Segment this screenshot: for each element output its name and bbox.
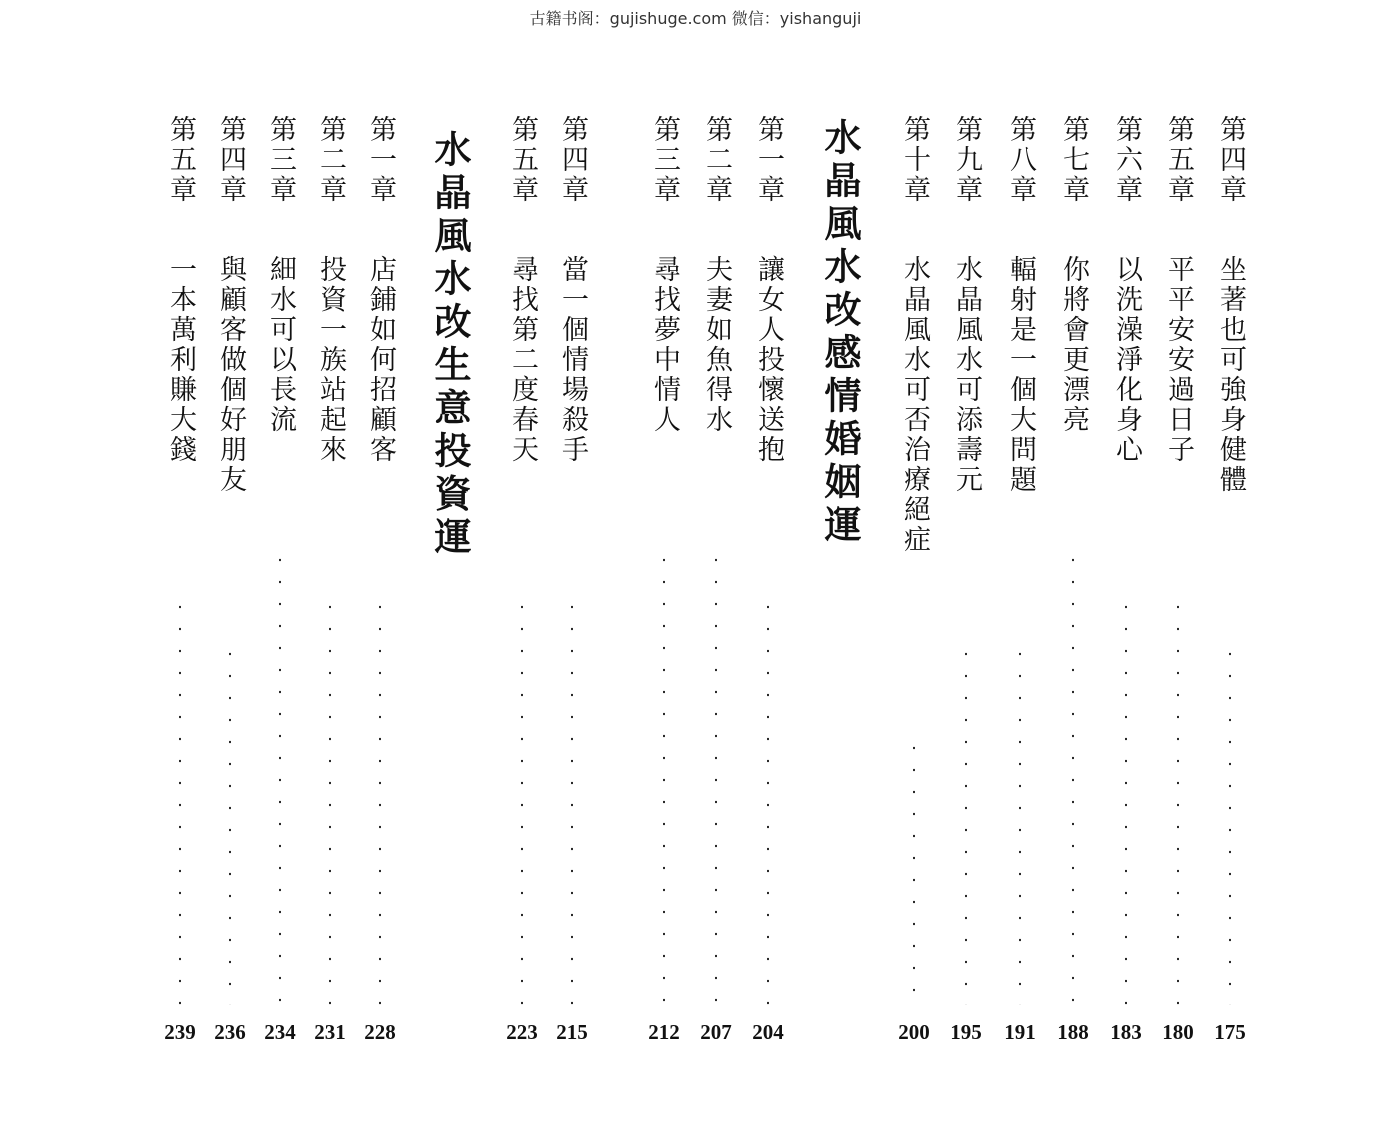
toc-entry[interactable]: [746, 115, 790, 1020]
chapter-title: 夫妻如魚得水: [701, 255, 732, 435]
chapter-title: 投資一族站起來: [315, 255, 346, 465]
toc-entry[interactable]: [500, 115, 544, 1020]
page-number: 215: [556, 1020, 588, 1044]
chapter-title: 尋找夢中情人: [649, 255, 680, 435]
section-heading: 水晶風水改感情婚姻運: [818, 118, 862, 548]
chapter-title: 當一個情場殺手: [557, 255, 588, 465]
dot-leader: [329, 596, 331, 1005]
chapter-number: 第四章: [557, 115, 588, 205]
chapter-number: 第十章: [899, 115, 930, 205]
chapter-number: 第九章: [951, 115, 982, 205]
chapter-title: 輻射是一個大問題: [1005, 255, 1036, 495]
dot-leader: [913, 737, 915, 1005]
chapter-title: 以洗澡淨化身心: [1111, 255, 1142, 465]
chapter-number: 第一章: [365, 115, 396, 205]
chapter-number: 第八章: [1005, 115, 1036, 205]
toc-entry[interactable]: [694, 115, 738, 1020]
watermark: 古籍书阁：gujishuge.com 微信：yishanguji: [529, 9, 862, 28]
toc-entry[interactable]: [1208, 115, 1252, 1020]
dot-leader: [965, 643, 967, 1005]
chapter-number: 第三章: [265, 115, 296, 205]
toc-entry[interactable]: [550, 115, 594, 1020]
toc-entry[interactable]: [998, 115, 1042, 1020]
dot-leader: [1019, 643, 1021, 1005]
toc-entry[interactable]: [1104, 115, 1148, 1020]
page-number: 231: [314, 1020, 346, 1044]
chapter-number: 第三章: [649, 115, 680, 205]
page-number: 183: [1110, 1020, 1142, 1044]
chapter-title: 坐著也可強身健體: [1215, 255, 1246, 495]
page-number: 175: [1214, 1020, 1246, 1044]
chapter-title: 平平安安過日子: [1163, 255, 1194, 465]
chapter-number: 第五章: [165, 115, 196, 205]
toc-entry[interactable]: [642, 115, 686, 1020]
chapter-number: 第四章: [215, 115, 246, 205]
section-heading: 水晶風水改生意投資運: [428, 130, 472, 560]
page-number: 234: [264, 1020, 296, 1044]
toc-entry[interactable]: [358, 115, 402, 1020]
toc-entry[interactable]: [208, 115, 252, 1020]
page-number: 207: [700, 1020, 732, 1044]
chapter-title: 一本萬利賺大錢: [165, 255, 196, 465]
chapter-number: 第四章: [1215, 115, 1246, 205]
page-number: 239: [164, 1020, 196, 1044]
dot-leader: [767, 596, 769, 1005]
page-number: 204: [752, 1020, 784, 1044]
page-number: 195: [950, 1020, 982, 1044]
toc-entry[interactable]: [258, 115, 302, 1020]
dot-leader: [663, 549, 665, 1005]
chapter-title: 水晶風水可否治療絕症: [899, 255, 930, 555]
toc-entry[interactable]: [1051, 115, 1095, 1020]
dot-leader: [715, 549, 717, 1005]
toc-entry[interactable]: [308, 115, 352, 1020]
dot-leader: [571, 596, 573, 1005]
chapter-number: 第二章: [315, 115, 346, 205]
page-number: 180: [1162, 1020, 1194, 1044]
toc-entry[interactable]: [944, 115, 988, 1020]
dot-leader: [279, 549, 281, 1005]
page-number: 236: [214, 1020, 246, 1044]
chapter-title: 尋找第二度春天: [507, 255, 538, 465]
chapter-title: 讓女人投懷送抱: [753, 255, 784, 465]
dot-leader: [179, 596, 181, 1005]
dot-leader: [379, 596, 381, 1005]
page-number: 188: [1057, 1020, 1089, 1044]
chapter-number: 第五章: [1163, 115, 1194, 205]
dot-leader: [521, 596, 523, 1005]
page-number: 191: [1004, 1020, 1036, 1044]
chapter-number: 第七章: [1058, 115, 1089, 205]
page-number: 200: [898, 1020, 930, 1044]
dot-leader: [1229, 643, 1231, 1005]
toc-entry[interactable]: [1156, 115, 1200, 1020]
toc-entry[interactable]: [892, 115, 936, 1020]
chapter-title: 與顧客做個好朋友: [215, 255, 246, 495]
chapter-title: 店鋪如何招顧客: [365, 255, 396, 465]
chapter-number: 第五章: [507, 115, 538, 205]
toc-entry[interactable]: [158, 115, 202, 1020]
dot-leader: [1177, 596, 1179, 1005]
dot-leader: [1125, 596, 1127, 1005]
chapter-number: 第六章: [1111, 115, 1142, 205]
page-number: 228: [364, 1020, 396, 1044]
chapter-number: 第一章: [753, 115, 784, 205]
chapter-title: 水晶風水可添壽元: [951, 255, 982, 495]
dot-leader: [229, 643, 231, 1005]
page-number: 212: [648, 1020, 680, 1044]
dot-leader: [1072, 549, 1074, 1005]
chapter-title: 你將會更漂亮: [1058, 255, 1089, 435]
page-number: 223: [506, 1020, 538, 1044]
chapter-title: 細水可以長流: [265, 255, 296, 435]
chapter-number: 第二章: [701, 115, 732, 205]
